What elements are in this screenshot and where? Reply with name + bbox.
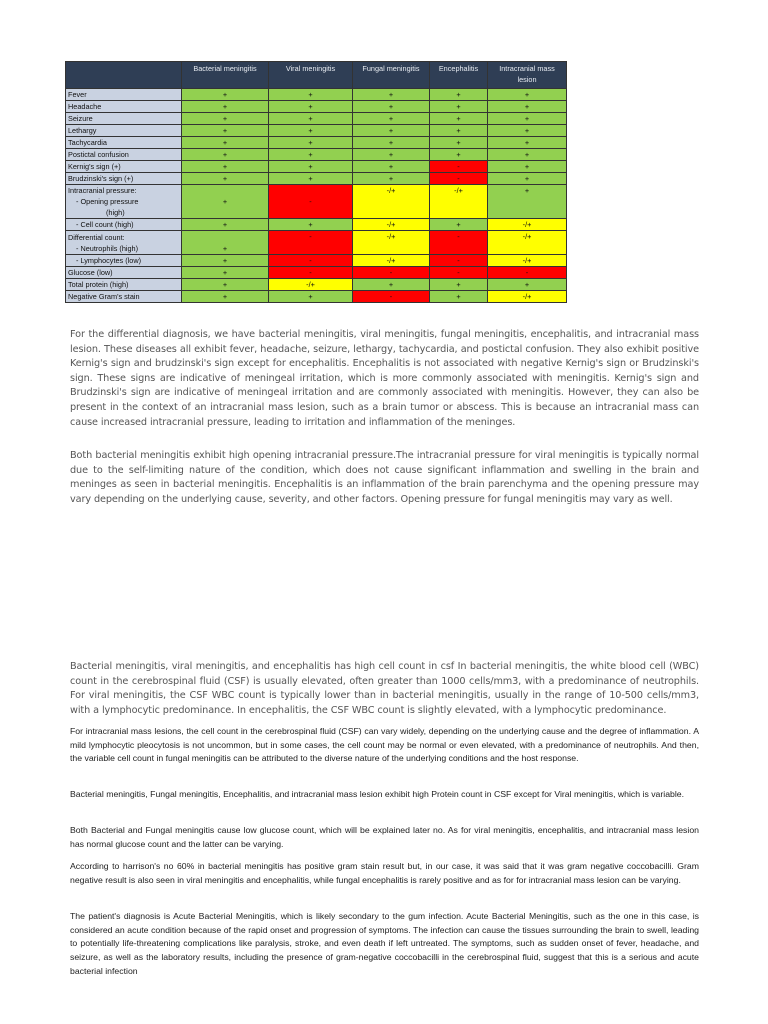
section-label: Differential count: (68, 232, 125, 242)
row-label: Total protein (high) (66, 279, 182, 291)
table-cell: - (430, 173, 488, 185)
table-cell: -/+ (488, 231, 567, 255)
table-cell: + (488, 113, 567, 125)
table-row (66, 149, 567, 161)
table-cell: + (488, 101, 567, 113)
sub-label: - Cell count (high) (76, 220, 134, 229)
paragraph-cell-count: Bacterial meningitis, viral meningitis, and encephalitis has high cell count in csf In bacterial meningitis, the white blood cell (WBC) count in the cerebrospinal fluid (CSF) is usually elevated, often greater than 1000 cells/mm3, with a predominance of neutrophils. For viral meningitis, the CSF WBC count is typically lower than in bacterial meningitis, usually in the range of 10-500 cells/mm3, with a lymphocytic predominance. In encephalitis, the CSF WBC count is slightly elevated, with a lymphocytic predominance. (70, 661, 699, 716)
table-cell: + (353, 161, 430, 173)
table-cell: -/+ (353, 255, 430, 267)
table-cell: - (353, 291, 430, 303)
table-cell: + (488, 89, 567, 101)
row-label: Postictal confusion (66, 149, 182, 161)
table-cell: - (269, 231, 353, 255)
paragraph-gram-stain: According to harrison's no 60% in bacterial meningitis has positive gram stain result but, in our case, it was said that it was gram negative coccobacilli. Gram negative result is also seen in viral meningitis and encephalitis, while fungal encephalitis is rarely positive and as for for intracranial mass lesion can be varying. (70, 861, 699, 885)
table-cell: + (488, 137, 567, 149)
row-label: Lethargy (66, 125, 182, 137)
table-cell: + (182, 113, 269, 125)
table-corner-cell (66, 62, 182, 89)
paragraph-glucose: Both Bacterial and Fungal meningitis cause low glucose count, which will be explained later no. As for viral meningitis, encephalitis, and intracranial mass lesion has normal glucose count and the latter can be varying. (70, 825, 699, 849)
paragraph-diagnosis: The patient's diagnosis is Acute Bacterial Meningitis, which is likely secondary to the gum infection. Acute Bacterial Meningitis, such as the one in this case, is considered an acute condition because of the rapid onset and progression of symptoms. The infection can cause the tissues surrounding the brain to swell, leading to potentially life-threatening complications like paralysis, stroke, and even death if left untreated. The symptoms, such as sudden onset of fever, headache, and seizure, as well as the laboratory results, including the presence of gram-negative coccobacilli in the cerebrospinal fluid, suggest that this is a serious and acute bacterial infection (70, 911, 699, 976)
table-row (66, 173, 567, 185)
table-cell: + (353, 149, 430, 161)
table-row (66, 89, 567, 101)
column-header: Encephalitis (430, 62, 488, 89)
row-label: Fever (66, 89, 182, 101)
row-label (66, 219, 182, 231)
table-cell: - (269, 267, 353, 279)
table-cell: + (182, 185, 269, 219)
table-cell: + (269, 89, 353, 101)
table-cell: + (430, 101, 488, 113)
table-row-lymphocytes (66, 255, 567, 267)
table-cell: -/+ (488, 219, 567, 231)
table-row (66, 161, 567, 173)
column-header: Fungal meningitis (353, 62, 430, 89)
row-label-intracranial-pressure (66, 185, 182, 219)
paragraph-mass-lesion-cell-count: For intracranial mass lesions, the cell count in the cerebrospinal fluid (CSF) can vary widely, depending on the underlying cause and the degree of inflammation. A mild lymphocytic pleocytosis is not uncommon, but in some cases, the cell count may be normal or even elevated, with a predominance of neutrophils. And then, the variable cell count in fungal meningitis can be attributed to the diverse nature of the underlying conditions and the host response. (70, 726, 699, 764)
table-cell: + (182, 125, 269, 137)
table-cell: + (488, 125, 567, 137)
table-cell: -/+ (353, 231, 430, 255)
differential-diagnosis-table (65, 61, 567, 303)
table-cell: -/+ (353, 185, 430, 219)
column-header: Intracranial mass lesion (488, 62, 567, 89)
table-cell: + (182, 173, 269, 185)
paragraph-protein: Bacterial meningitis, Fungal meningitis, Encephalitis, and intracranial mass lesion exhibit high Protein count in CSF except for Viral meningitis, which is variable. (70, 789, 685, 799)
row-label: Tachycardia (66, 137, 182, 149)
table-cell: + (353, 173, 430, 185)
column-header: Bacterial meningitis (182, 62, 269, 89)
table-cell: - (430, 231, 488, 255)
table-cell: + (353, 101, 430, 113)
table-cell: - (488, 267, 567, 279)
table-cell: + (182, 137, 269, 149)
table-cell: -/+ (488, 255, 567, 267)
row-label: Headache (66, 101, 182, 113)
section-label: Intracranial pressure: (68, 186, 137, 195)
table-cell: + (269, 137, 353, 149)
table-cell: + (488, 149, 567, 161)
table-cell: + (430, 125, 488, 137)
table-cell: + (488, 279, 567, 291)
table-cell: + (182, 231, 269, 255)
table-cell: + (182, 149, 269, 161)
table-cell: + (430, 219, 488, 231)
paragraph-intracranial-pressure: Both bacterial meningitis exhibit high opening intracranial pressure.The intracranial pressure for viral meningitis is typically normal due to the self-limiting nature of the condition, which does not cause significant inflammation and swelling in the brain and meninges as seen in bacterial meningitis. Encephalitis is an inflammation of the brain parenchyma and the opening pressure may vary depending on the underlying cause, severity, and other factors. Opening pressure for fungal meningitis may vary as well. (70, 450, 699, 505)
table-cell: + (430, 113, 488, 125)
table-cell: -/+ (269, 279, 353, 291)
table-cell: + (353, 113, 430, 125)
table-cell: + (269, 149, 353, 161)
row-label: Glucose (low) (66, 267, 182, 279)
row-label-differential-count (66, 231, 182, 255)
table-cell: + (353, 279, 430, 291)
sub-label: - Lymphocytes (low) (76, 256, 142, 265)
table-cell: -/+ (353, 219, 430, 231)
table-cell: + (430, 149, 488, 161)
row-label: Seizure (66, 113, 182, 125)
table-row-neutrophils (66, 231, 567, 255)
table-cell: -/+ (430, 185, 488, 219)
table-row-cell-count (66, 219, 567, 231)
row-label: Brudzinski's sign (+) (66, 173, 182, 185)
table-cell: + (269, 291, 353, 303)
table-cell: - (353, 267, 430, 279)
table-cell: + (430, 89, 488, 101)
table-cell: + (269, 173, 353, 185)
table-cell: -/+ (488, 291, 567, 303)
table-cell: - (269, 185, 353, 219)
table-cell: + (269, 161, 353, 173)
sub-label: - Opening pressure (76, 197, 139, 206)
table-cell: + (430, 137, 488, 149)
table-row (66, 125, 567, 137)
table-row (66, 279, 567, 291)
table-cell: + (269, 101, 353, 113)
table-cell: + (182, 101, 269, 113)
row-label (66, 255, 182, 267)
table-cell: + (353, 125, 430, 137)
table-row (66, 113, 567, 125)
table-cell: + (182, 255, 269, 267)
table-cell: + (182, 279, 269, 291)
table-cell: + (182, 291, 269, 303)
paragraph-differential-diagnosis: For the differential diagnosis, we have bacterial meningitis, viral meningitis, fungal meningitis, encephalitis, and intracranial mass lesion. These diseases all exhibit fever, headache, seizure, lethargy, tachycardia, and postictal confusion. They also exhibit positive Kernig's sign and brudzinski's sign except for encephalitis. Encephalitis is not associated with negative Kernig's sign or Brudzinski's sign. These signs are indicative of meningeal irritation, which is more commonly associated with meningitis. Kernig's sign and Brudzinski's sign are indicative of meningeal irritation and are commonly associated with meningitis. However, they can also be present in the context of an intracranial mass lesion, such as a brain tumor or abscess. This is because an intracranial mass can cause increased intracranial pressure, leading to irritation and inflammation of the meninges. (70, 329, 699, 428)
table-cell: - (430, 161, 488, 173)
table-row-opening-pressure (66, 185, 567, 219)
row-label: Negative Gram's stain (66, 291, 182, 303)
table-cell: + (182, 89, 269, 101)
table-row (66, 267, 567, 279)
table-cell: + (269, 219, 353, 231)
table-cell: + (182, 267, 269, 279)
table-cell: + (488, 173, 567, 185)
column-header: Viral meningitis (269, 62, 353, 89)
table-cell: + (182, 219, 269, 231)
table-cell: - (430, 267, 488, 279)
table-cell: - (269, 255, 353, 267)
table-cell: + (488, 185, 567, 219)
table-cell: + (488, 161, 567, 173)
sub-label: (high) (106, 208, 125, 217)
table-row (66, 101, 567, 113)
table-row (66, 137, 567, 149)
table-row (66, 291, 567, 303)
row-label: Kernig's sign (+) (66, 161, 182, 173)
table-cell: + (353, 137, 430, 149)
table-cell: + (430, 291, 488, 303)
sub-label: - Neutrophils (high) (76, 243, 139, 253)
table-cell: + (430, 279, 488, 291)
table-cell: + (269, 125, 353, 137)
table-cell: + (182, 161, 269, 173)
table-cell: + (269, 113, 353, 125)
table-cell: - (430, 255, 488, 267)
table-cell: + (353, 89, 430, 101)
